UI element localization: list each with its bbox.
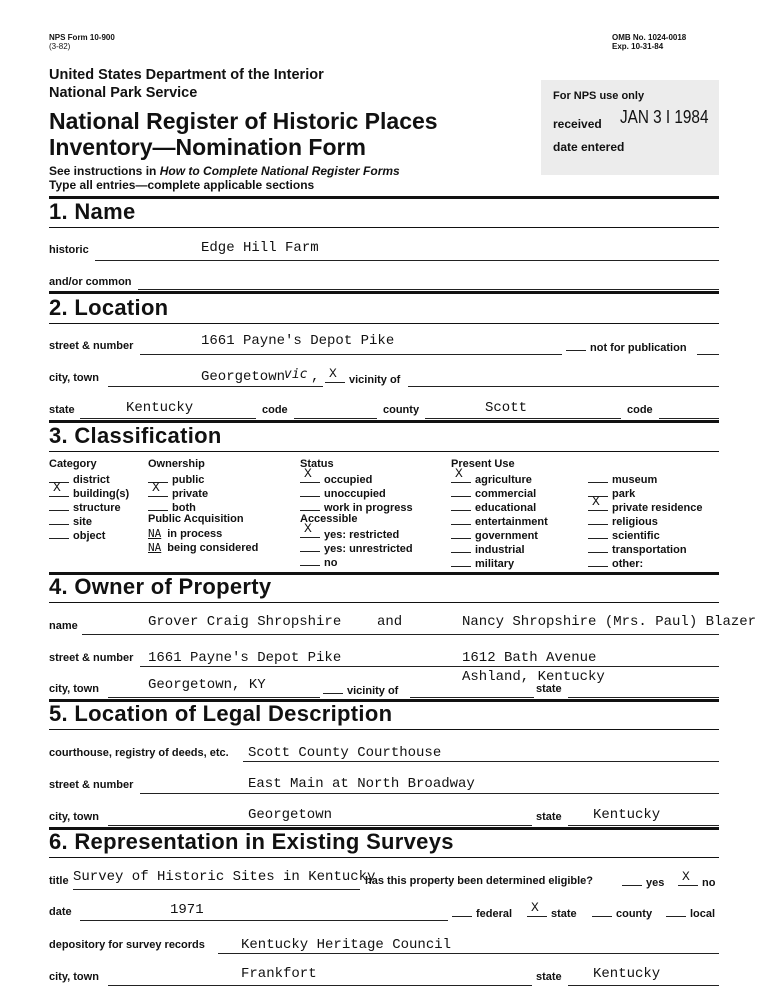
option-label: unoccupied: [324, 488, 386, 500]
checkbox-blank[interactable]: [148, 527, 162, 540]
field-line: [243, 761, 719, 762]
checkbox-blank[interactable]: [451, 500, 471, 511]
checkbox-blank[interactable]: [451, 466, 471, 483]
section-2-heading: 2. Location: [49, 295, 169, 320]
checkbox-mark: X: [592, 494, 600, 509]
city-value[interactable]: Georgetown: [201, 369, 286, 385]
option-label: private: [172, 488, 209, 500]
present-use-option-agriculture[interactable]: [451, 466, 532, 486]
omb-number: OMB No. 1024-0018: [612, 33, 687, 42]
checkbox-blank[interactable]: [49, 480, 69, 497]
acquisition-title: Public Acquisition: [148, 513, 244, 525]
category-title: Category: [49, 458, 97, 470]
field-line: [408, 386, 719, 387]
eligible-question: has this property been determined eligible?: [365, 875, 593, 887]
option-label: yes: unrestricted: [324, 543, 413, 555]
option-label: industrial: [475, 544, 525, 556]
present-use-option-transportation[interactable]: [588, 542, 687, 556]
checkbox-blank[interactable]: [300, 555, 320, 566]
owner-street-2[interactable]: 1612 Bath Avenue: [462, 650, 597, 666]
field-line: [80, 920, 448, 921]
option-label: park: [612, 488, 636, 500]
rule: [49, 857, 719, 858]
field-line: [140, 666, 719, 667]
eligible-yes[interactable]: yes: [622, 875, 664, 889]
field-line: [95, 260, 719, 261]
owner-street-label: street & number: [49, 652, 134, 664]
field-line: [140, 354, 562, 355]
rule: [49, 196, 719, 199]
field-line: [697, 354, 719, 355]
present-use-option-educational[interactable]: [451, 500, 536, 514]
checkbox-mark: NA: [148, 527, 162, 540]
checkbox-blank[interactable]: [588, 542, 608, 553]
section-1-heading: 1. Name: [49, 199, 136, 224]
field-line: [82, 634, 719, 635]
checkbox-blank[interactable]: [451, 556, 471, 567]
field-line: [659, 418, 719, 419]
legal-street-value[interactable]: East Main at North Broadway: [248, 776, 475, 792]
present-use-option-religious[interactable]: [588, 514, 658, 528]
department: United States Department of the Interior: [49, 67, 324, 83]
owner-name-label: name: [49, 620, 78, 632]
vicinity-checkbox[interactable]: X vicinity of: [325, 372, 400, 386]
legal-city-label: city, town: [49, 811, 99, 823]
option-label: both: [172, 502, 196, 514]
rule: [49, 602, 719, 603]
rule: [49, 227, 719, 228]
level-federal[interactable]: federal: [452, 906, 512, 920]
accessible-title: Accessible: [300, 513, 358, 525]
owner-name-2[interactable]: Nancy Shropshire (Mrs. Paul) Blazer: [462, 614, 757, 630]
checkbox-blank[interactable]: [148, 541, 162, 554]
checkbox-blank[interactable]: [300, 541, 320, 552]
option-label: in process: [167, 528, 223, 540]
option-label: military: [475, 558, 515, 570]
historic-label: historic: [49, 244, 89, 256]
legal-city-value[interactable]: Georgetown: [248, 807, 333, 823]
checkbox-blank[interactable]: [49, 500, 69, 511]
acquisition-option-being-considered[interactable]: [148, 541, 258, 554]
owner-state-label: state: [536, 683, 562, 695]
form-title-2: Inventory—Nomination Form: [49, 134, 366, 160]
checkbox-mark: NA: [148, 541, 162, 554]
level-county[interactable]: county: [592, 906, 652, 920]
category-option-object[interactable]: [49, 528, 105, 542]
section-3-heading: 3. Classification: [49, 423, 222, 448]
field-line: [568, 985, 719, 986]
option-label: religious: [612, 516, 658, 528]
survey-date-value[interactable]: 1971: [170, 902, 204, 918]
survey-state-label: state: [536, 971, 562, 983]
checkbox-blank[interactable]: [49, 514, 69, 525]
option-label: district: [73, 474, 110, 486]
field-line: [294, 418, 377, 419]
option-label: being considered: [167, 542, 259, 554]
present-use-option-other[interactable]: [588, 556, 643, 570]
checkbox-blank[interactable]: [451, 542, 471, 553]
option-label: no: [324, 557, 338, 569]
category-option-structure[interactable]: [49, 500, 121, 514]
field-line: [140, 793, 719, 794]
checkbox-blank[interactable]: [451, 486, 471, 497]
city-label: city, town: [49, 372, 99, 384]
received-label: received: [553, 117, 602, 131]
depository-label: depository for survey records: [49, 939, 205, 951]
checkbox-blank[interactable]: [451, 528, 471, 539]
checkbox-blank[interactable]: [451, 514, 471, 525]
checkbox-blank[interactable]: [588, 472, 608, 483]
legal-state-value[interactable]: Kentucky: [593, 807, 661, 823]
present-use-title: Present Use: [451, 458, 515, 470]
checkbox-mark: X: [53, 480, 61, 495]
survey-city-value[interactable]: Frankfort: [241, 966, 317, 982]
checkbox-blank[interactable]: [300, 521, 320, 538]
checkbox-mark: X: [455, 466, 463, 481]
present-use-option-industrial[interactable]: [451, 542, 525, 556]
option-label: scientific: [612, 530, 660, 542]
owner-vicinity[interactable]: vicinity of: [323, 683, 398, 697]
option-label: transportation: [612, 544, 687, 556]
form-number: NPS Form 10-900: [49, 33, 115, 42]
option-label: site: [73, 516, 92, 528]
rule: [49, 291, 719, 294]
street-label: street & number: [49, 340, 134, 352]
checkbox-blank[interactable]: [300, 500, 320, 511]
checkbox-blank[interactable]: [148, 500, 168, 511]
category-option-site[interactable]: [49, 514, 92, 528]
code-label: code: [262, 404, 288, 416]
option-label: work in progress: [324, 502, 413, 514]
present-use-option-museum[interactable]: [588, 472, 657, 486]
field-line: [108, 697, 320, 698]
form-revision: (3-82): [49, 42, 71, 51]
checkbox-blank[interactable]: [148, 480, 168, 497]
status-option-occupied[interactable]: [300, 466, 373, 486]
checkbox-blank[interactable]: [300, 486, 320, 497]
section-4-heading: 4. Owner of Property: [49, 574, 272, 599]
field-line: [568, 825, 719, 826]
owner-street-1[interactable]: 1661 Payne's Depot Pike: [148, 650, 342, 666]
field-line: [108, 386, 323, 387]
instructions: See instructions in How to Complete National Register Forms: [49, 164, 400, 178]
rule: [49, 323, 719, 324]
field-line: [138, 289, 719, 290]
section-6-heading: 6. Representation in Existing Surveys: [49, 829, 454, 854]
survey-title-value[interactable]: Survey of Historic Sites in Kentucky: [73, 869, 376, 885]
field-line: [568, 697, 719, 698]
rule: [49, 729, 719, 730]
checkbox-mark: X: [304, 521, 312, 536]
accessible-option-yes-restricted[interactable]: [300, 521, 400, 541]
option-label: public: [172, 474, 205, 486]
field-line: [80, 418, 256, 419]
option-label: structure: [73, 502, 121, 514]
comma: ,: [311, 369, 320, 385]
option-label: educational: [475, 502, 537, 514]
survey-city-label: city, town: [49, 971, 99, 983]
level-state[interactable]: X state: [527, 906, 577, 920]
field-line: [73, 889, 360, 890]
legal-state-label: state: [536, 811, 562, 823]
nps-use-label: For NPS use only: [553, 90, 645, 102]
present-use-option-government[interactable]: [451, 528, 538, 542]
street-value[interactable]: 1661 Payne's Depot Pike: [201, 333, 395, 349]
eligible-no[interactable]: X no: [678, 875, 715, 889]
present-use-option-entertainment[interactable]: [451, 514, 548, 528]
field-line: [425, 418, 621, 419]
checkbox-mark: X: [304, 466, 312, 481]
expiration: Exp. 10-31-84: [612, 42, 664, 51]
owner-name-1[interactable]: Grover Craig Shropshire: [148, 614, 342, 630]
historic-name-value[interactable]: Edge Hill Farm: [201, 240, 319, 256]
received-stamp: JAN 3 I 1984: [620, 107, 709, 127]
option-label: government: [475, 530, 538, 542]
option-label: building(s): [73, 488, 130, 500]
option-label: other:: [612, 558, 644, 570]
checkbox-blank[interactable]: [588, 514, 608, 525]
courthouse-value[interactable]: Scott County Courthouse: [248, 745, 442, 761]
owner-city-1[interactable]: Georgetown, KY: [148, 677, 266, 693]
checkbox-blank[interactable]: [588, 494, 608, 511]
agency: National Park Service: [49, 85, 198, 101]
option-label: occupied: [324, 474, 373, 486]
present-use-option-commercial[interactable]: [451, 486, 536, 500]
not-for-publication[interactable]: not for publication: [566, 340, 687, 354]
option-label: private residence: [612, 502, 703, 514]
option-label: agriculture: [475, 474, 532, 486]
status-title: Status: [300, 458, 334, 470]
ownership-option-both[interactable]: [148, 500, 196, 514]
present-use-option-military[interactable]: [451, 556, 514, 570]
checkbox-blank[interactable]: [588, 556, 608, 567]
survey-state-value[interactable]: Kentucky: [593, 966, 661, 982]
section-5-heading: 5. Location of Legal Description: [49, 701, 393, 726]
option-label: yes: restricted: [324, 529, 400, 541]
county-value[interactable]: Scott: [485, 400, 528, 416]
status-option-work-in-progress[interactable]: [300, 500, 413, 514]
status-option-unoccupied[interactable]: [300, 486, 386, 500]
field-line: [108, 985, 532, 986]
acquisition-option-in-process[interactable]: [148, 527, 222, 540]
option-label: museum: [612, 474, 658, 486]
date-entered-label: date entered: [553, 140, 625, 154]
owner-and: and: [377, 614, 403, 630]
survey-date-label: date: [49, 906, 72, 918]
type-all-note: Type all entries—complete applicable sections: [49, 178, 315, 192]
field-line: [218, 953, 719, 954]
city-handwritten-note: vic: [284, 367, 308, 382]
state-value[interactable]: Kentucky: [126, 400, 194, 416]
depository-value[interactable]: Kentucky Heritage Council: [241, 937, 452, 953]
level-local[interactable]: local: [666, 906, 715, 920]
field-line: [108, 825, 532, 826]
accessible-option-yes-unrestricted[interactable]: [300, 541, 413, 555]
county-code-label: code: [627, 404, 653, 416]
rule: [49, 451, 719, 452]
owner-city-label: city, town: [49, 683, 99, 695]
ownership-title: Ownership: [148, 458, 205, 470]
survey-title-label: title: [49, 875, 69, 887]
option-label: object: [73, 530, 106, 542]
owner-city-2[interactable]: Ashland, Kentucky: [462, 669, 605, 685]
checkbox-blank[interactable]: [49, 528, 69, 539]
courthouse-label: courthouse, registry of deeds, etc.: [49, 747, 229, 759]
field-line: [410, 697, 534, 698]
accessible-option-no[interactable]: [300, 555, 337, 569]
state-label: state: [49, 404, 75, 416]
county-label: county: [383, 404, 420, 416]
option-label: entertainment: [475, 516, 548, 528]
option-label: commercial: [475, 488, 537, 500]
common-name-label: and/or common: [49, 276, 132, 288]
present-use-option-scientific[interactable]: [588, 528, 660, 542]
checkbox-blank[interactable]: [300, 466, 320, 483]
checkbox-blank[interactable]: [588, 528, 608, 539]
checkbox-mark: X: [152, 480, 160, 495]
legal-street-label: street & number: [49, 779, 134, 791]
form-title-1: National Register of Historic Places: [49, 108, 438, 134]
